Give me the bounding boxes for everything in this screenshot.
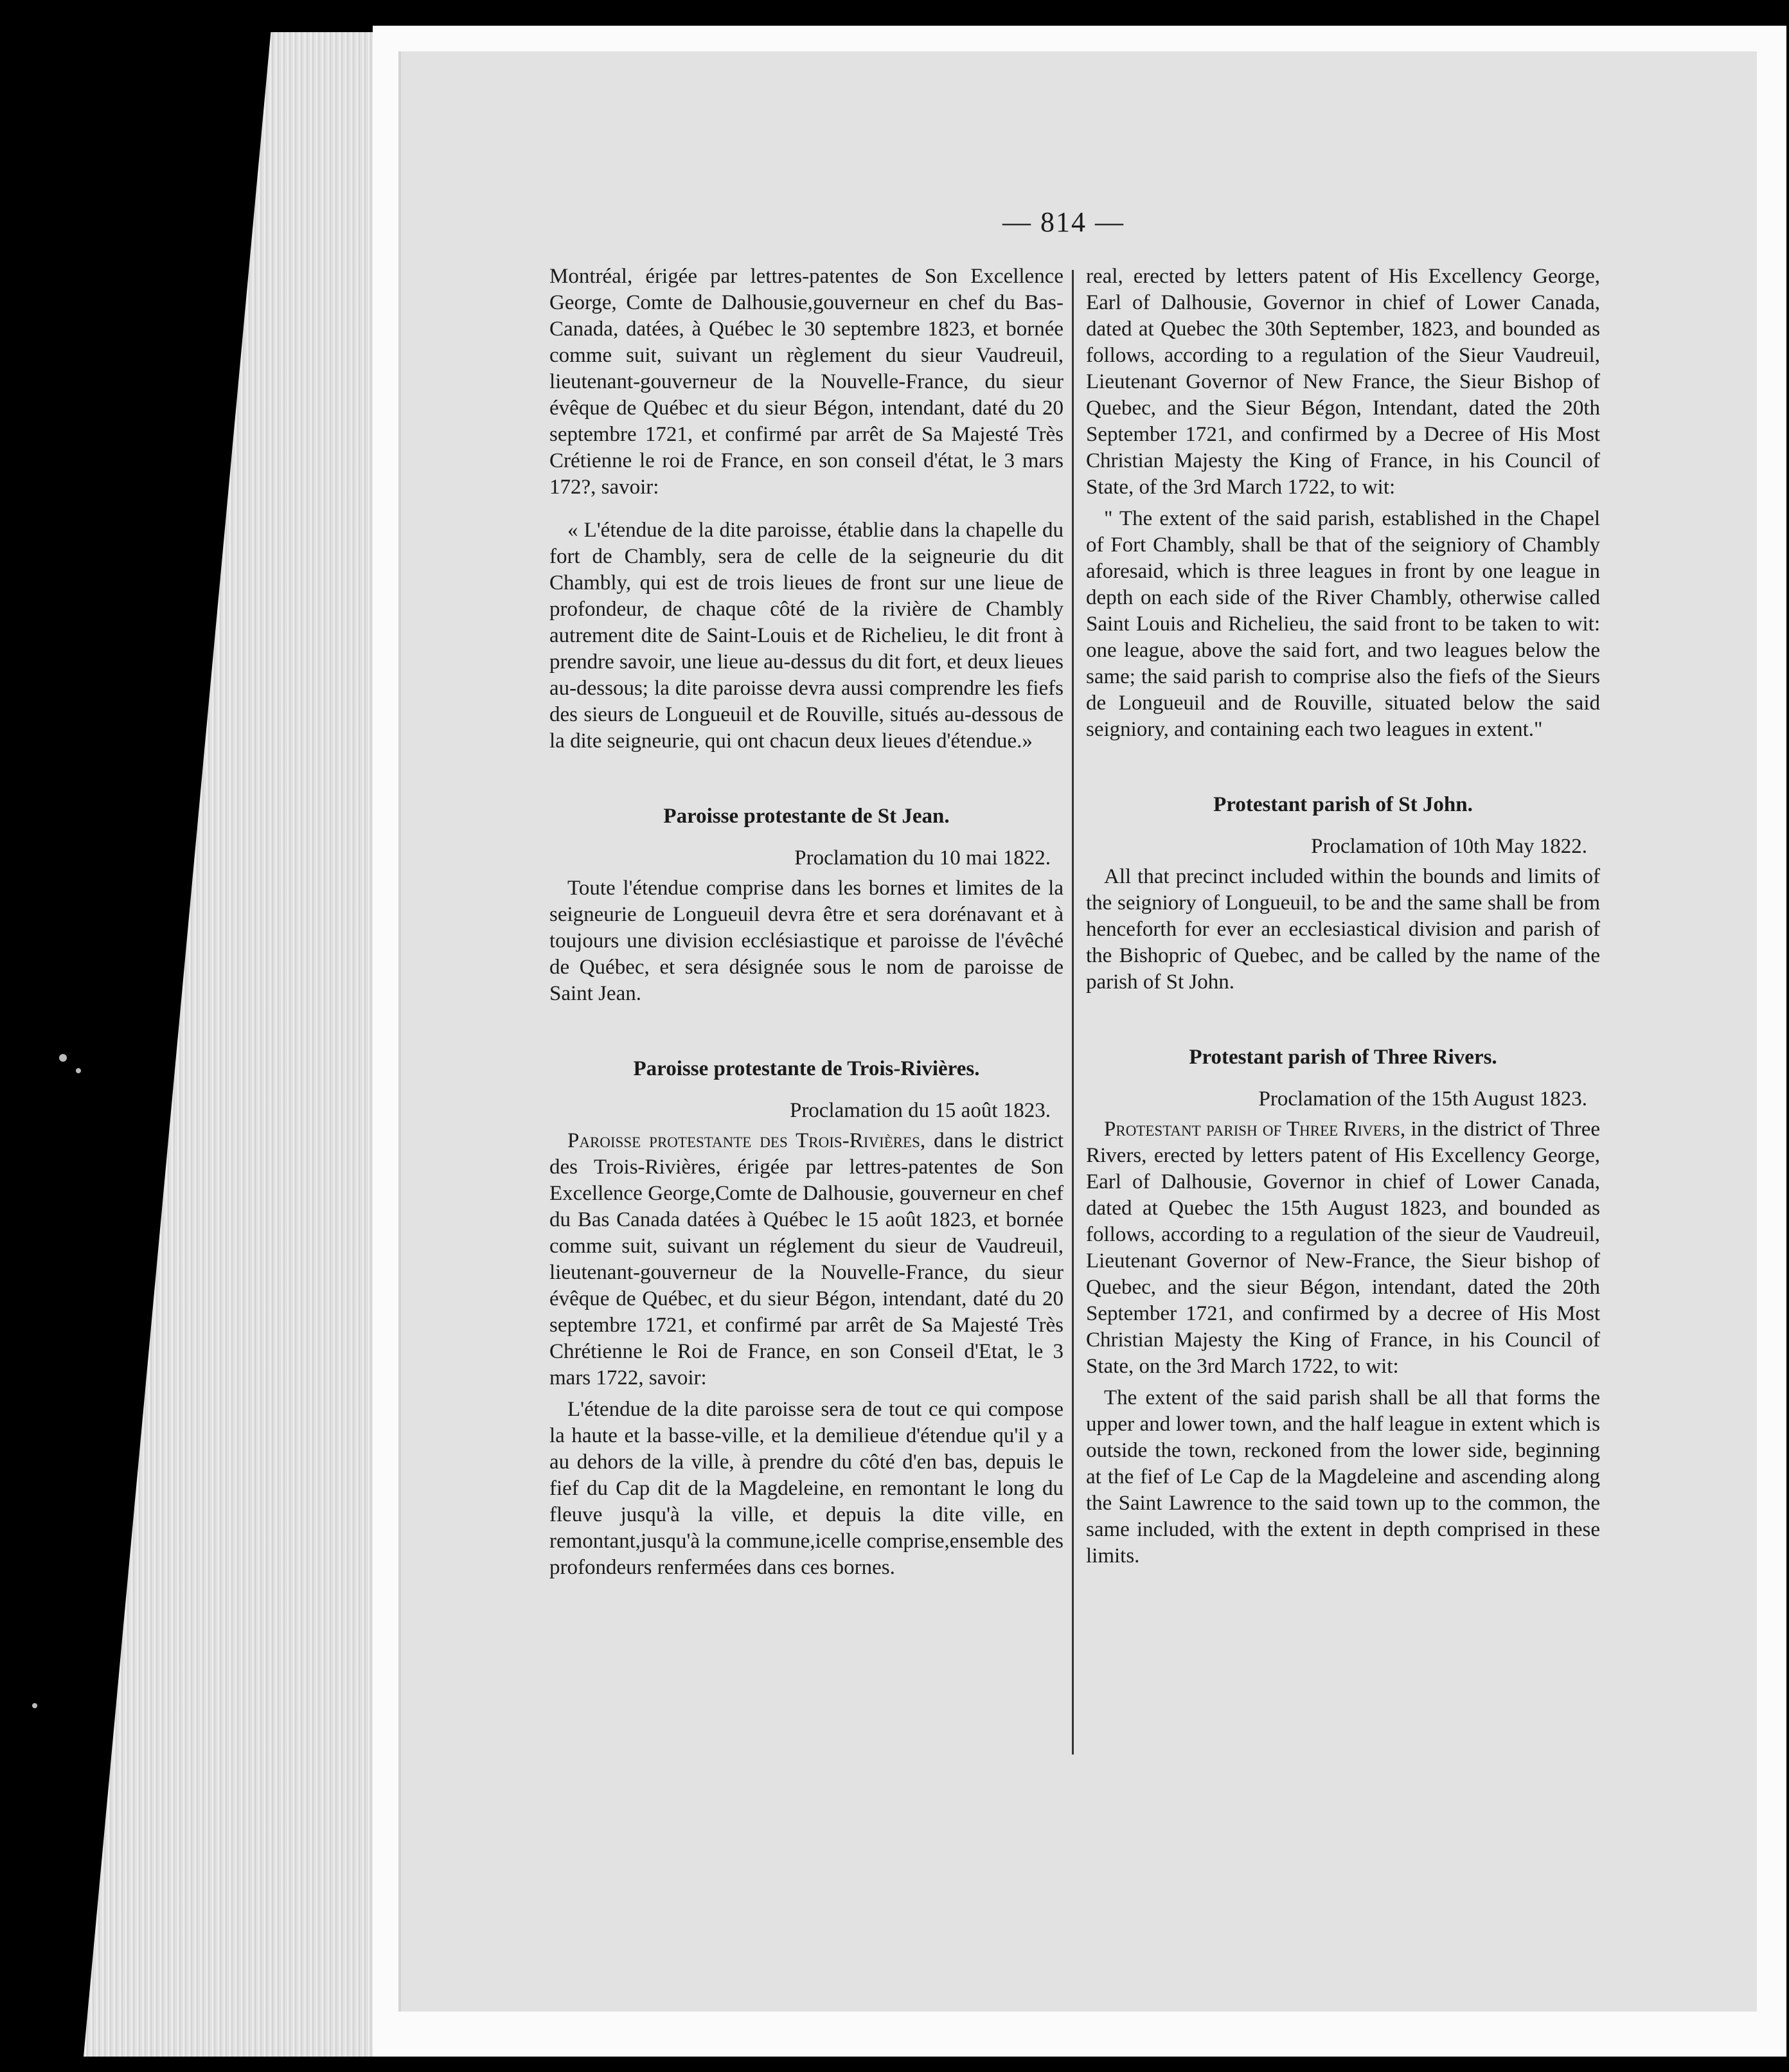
- section-text-trois-rivieres: [549, 1128, 1064, 1391]
- section-text-body: in the district of Three Rivers, erected by letters patent of His Excellency George, Earl of Dalhousie, Governor in chief of Lower Canada, dated at Quebec the 15th August 1823, and bounded as follows, according to a regulation of the sieur de Vaudreuil, Lieutenant Governor of New-France, the Sieur bishop of Quebec, and the sieur Bégon, intendant, dated the 20th September 1721, and confirmed by a decree of His Most Christian Majesty the King of France, in his Council of State, on the 3rd March 1722, to wit:: [1086, 1118, 1600, 1378]
- page-stack-edge: [84, 32, 386, 2057]
- section-lead-smallcaps: Paroisse protestante des Trois-Rivières,: [567, 1129, 926, 1152]
- section-heading-st-john: Protestant parish of St John.: [1213, 793, 1473, 816]
- intro-paragraph: real, erected by letters patent of His Excellency George, Earl of Dalhousie, Governor in chief of Lower Canada, dated at Quebec the 30th September, 1823, and bounded as follows, according to a regulation of the Sieur Vaudreuil, Lieutenant Governor of New France, the Sieur Bishop of Quebec, and the Sieur Bégon, Intendant, dated the 20th September 1721, and confirmed by a Decree of His Most Christian Majesty the King of France, in his Council of State, of the 3rd March 1722, to wit:: [1086, 265, 1600, 499]
- section-text-body: dans le district des Trois-Rivières, érigée par lettres-patentes de Son Excellence George,Comte de Dalhousie, gouverneur en chef du Bas Canada datées à Québec le 15 août 1823, et bornée comme suit, suivant un réglement du sieur de Vaudreuil, lieutenant-gouverneur de la Nouvelle-France, du sieur évêque de Québec, et du sieur Bégon, intendant, daté du 20 septembre 1721, et confirmé par arrêt de Sa Majesté Très Chrétienne le Roi de France, en son Conseil d'Etat, le 3 mars 1722, savoir:: [549, 1129, 1064, 1389]
- proclamation-date: Proclamation du 10 mai 1822.: [794, 846, 1051, 870]
- dust-speck: [59, 1054, 67, 1062]
- section-text-three-rivers: [1086, 1116, 1600, 1380]
- chambly-quote: « L'étendue de la dite paroisse, établie dans la chapelle du fort de Chambly, sera de celle de la seigneurie du dit Chambly, qui est de trois lieues de front sur une lieue de profondeur, de chaque côté de la rivière de Chambly autrement dite de Saint-Louis et de Richelieu, le dit front à prendre savoir, une lieue au-dessus du dit fort, et deux lieues au-dessous; la dite paroisse devra aussi comprendre les fiefs des sieurs de Longueuil et de Rouville, situés au-dessous de la dite seigneurie, qui ont chacun deux lieues d'étendue.»: [549, 519, 1064, 753]
- section-text-st-jean: Toute l'étendue comprise dans les bornes et limites de la seigneurie de Longueuil devra être et sera dorénavant et à toujours une division ecclésiastique et paroisse de l'évêché de Québec, et sera désignée sous le nom de paroisse de Saint Jean.: [549, 877, 1064, 1005]
- page-number: — 814 —: [1002, 206, 1125, 238]
- section-text-trois-rivieres-extent: L'étendue de la dite paroisse sera de tout ce qui compose la haute et la basse-ville, et la demilieue d'étendue qu'il y a au dehors de la ville, à prendre du côté d'en bas, depuis le fief du Cap dit de la Magdeleine, en remontant le long du fleuve jusqu'à la ville, et depuis la dite ville, en remontant,jusqu'à la commune,icelle comprise,ensemble des profondeurs renfermées dans ces bornes.: [549, 1398, 1064, 1579]
- column-divider: [1072, 270, 1074, 1755]
- dust-speck: [76, 1068, 81, 1073]
- section-heading-three-rivers: Protestant parish of Three Rivers.: [1189, 1046, 1497, 1069]
- right-column-english: [1086, 263, 1600, 1761]
- intro-paragraph: Montréal, érigée par lettres-patentes de Son Excellence George, Comte de Dalhousie,gouverneur en chef du Bas-Canada, datées, à Québec le 30 septembre 1823, et bornée comme suit, suivant un règlement du sieur Vaudreuil, lieutenant-gouverneur de la Nouvelle-France, du sieur évêque de Québec et du sieur Bégon, intendant, daté du 20 septembre 1721, et confirmé par arrêt de Sa Majesté Très Crétienne le roi de France, en son conseil d'état, le 3 mars 172?, savoir:: [549, 265, 1064, 499]
- proclamation-date: Proclamation du 15 août 1823.: [789, 1099, 1051, 1122]
- chambly-quote: " The extent of the said parish, established in the Chapel of Fort Chambly, shall be that of the seigniory of Chambly aforesaid, which is three leagues in front by one league in depth on each side of the River Chambly, otherwise called Saint Louis and Richelieu, the said front to be taken to wit: one league, above the said fort, and two leagues below the same; the said parish to comprise also the fiefs of the Sieurs de Longueuil and de Rouville, situated below the said seigniory, and containing each two leagues in extent.": [1086, 507, 1600, 741]
- left-column-french: [549, 263, 1064, 1761]
- proclamation-date: Proclamation of 10th May 1822.: [1311, 835, 1587, 858]
- section-text-st-john: All that precinct included within the bounds and limits of the seigniory of Longueuil, to be and the same shall be from henceforth for ever an ecclesiastical division and parish of the Bishopric of Quebec, and be called by the name of the parish of St John.: [1086, 865, 1600, 994]
- section-heading-st-jean: Paroisse protestante de St Jean.: [663, 805, 950, 828]
- section-heading-trois-rivieres: Paroisse protestante de Trois-Rivières.: [633, 1057, 980, 1080]
- dust-speck: [32, 1703, 37, 1708]
- section-lead-smallcaps: Protestant parish of Three Rivers,: [1104, 1118, 1406, 1141]
- section-text-three-rivers-extent: The extent of the said parish shall be all that forms the upper and lower town, and the half league in extent which is outside the town, reckoned from the lower side, beginning at the fief of Le Cap de la Magdeleine and ascending along the Saint Lawrence to the said town up to the common, the same included, with the extent in depth comprised in these limits.: [1086, 1386, 1600, 1567]
- proclamation-date: Proclamation of the 15th August 1823.: [1258, 1087, 1587, 1111]
